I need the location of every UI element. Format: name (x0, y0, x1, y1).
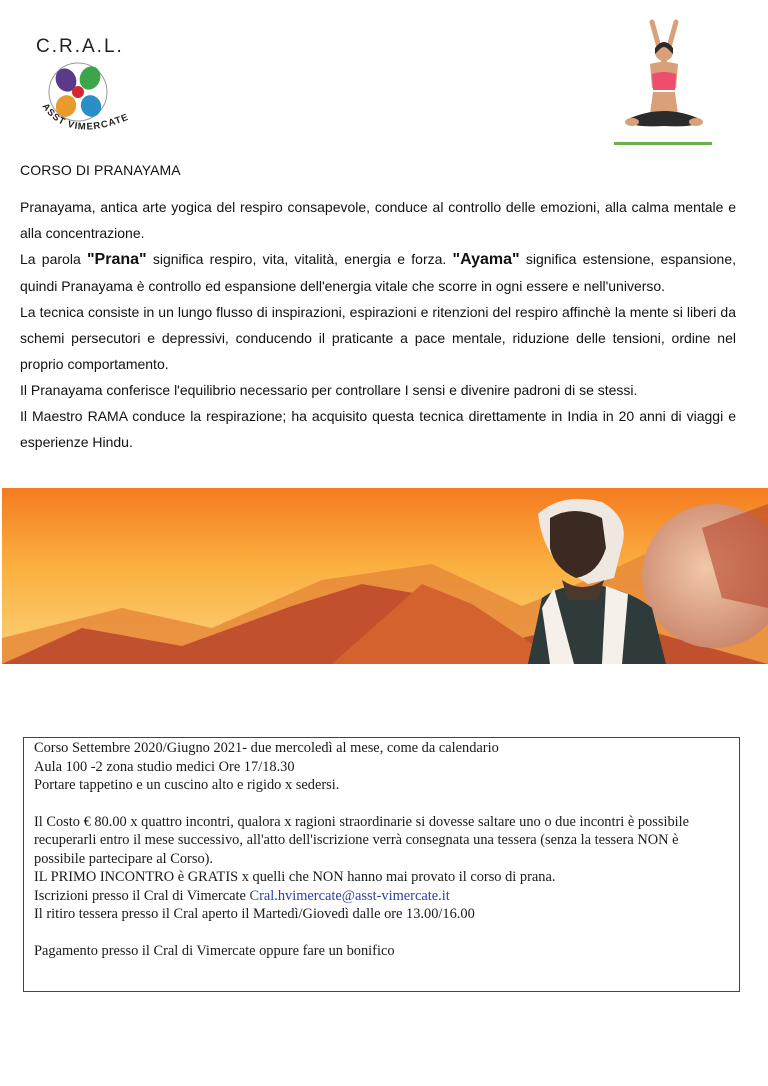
ayama-term: "Ayama" (452, 251, 520, 268)
intro-paragraph-3: La tecnica consiste in un lungo flusso di inspirazioni, espirazioni e ritenzioni del respiro affinchè la mente si liberi da schemi persecutori e depressivi, conducendo il praticante a pace mentale, riduzione delle tensioni, ordine nel proprio comportamento. (20, 304, 736, 372)
info-enroll: Iscrizioni presso il Cral di Vimercate Cral.hvimercate@asst-vimercate.it (34, 887, 450, 904)
yoga-figure-illustration (612, 14, 716, 148)
info-line-bring: Portare tappetino e un cuscino alto e rigido x sedersi. (34, 777, 340, 793)
info-first-free: IL PRIMO INCONTRO è GRATIS x quelli che NON hanno mai provato il corso di prana. (34, 869, 556, 885)
intro-paragraph-1: Pranayama, antica arte yogica del respiro consapevole, conduce al controllo delle emozioni, alla calma mentale e alla concentrazione. (20, 199, 736, 241)
cral-logo (28, 22, 140, 142)
intro-paragraph-5: Il Maestro RAMA conduce la respirazione; ha acquisito questa tecnica direttamente in India in 20 anni di viaggi e esperienze Hindu. (20, 408, 736, 450)
info-cost: Il Costo € 80.00 x quattro incontri, qualora x ragioni straordinarie si dovesse saltare uno o due incontri è possibile recuperarli entro il mese successivo, all'atto dell'iscrizione verrà consegnata una tessera (senza la tessera NON è possibile partecipare al Corso). (34, 813, 690, 867)
info-pickup: Il ritiro tessera presso il Cral aperto il Martedì/Giovedì dalle ore 13.00/16.00 (34, 906, 475, 922)
intro-text (20, 194, 736, 455)
intro-paragraph-2: La parola "Prana" significa respiro, vita, vitalità, energia e forza. "Ayama" significa estensione, espansione, quindi Pranayama è controllo ed espansione dell'energia vitale che scorre in ogni essere e nell'universo. (20, 251, 736, 294)
page-title: CORSO DI PRANAYAMA (20, 162, 181, 178)
email-link[interactable]: Cral.hvimercate@asst-vimercate.it (249, 887, 450, 904)
logo-top-text: C.R.A.L. (36, 36, 124, 57)
logo-bottom-text: ASST VIMERCATE (39, 101, 131, 133)
course-info-box (23, 737, 740, 992)
info-line-dates: Corso Settembre 2020/Giugno 2021- due mercoledì al mese, come da calendario (34, 740, 499, 756)
prana-term: "Prana" (86, 251, 147, 268)
sunset-master-banner (2, 488, 768, 664)
intro-paragraph-4: Il Pranayama conferisce l'equilibrio necessario per controllare I sensi e divenire padroni di se stessi. (20, 382, 638, 398)
info-payment: Pagamento presso il Cral di Vimercate oppure fare un bonifico (34, 942, 395, 959)
info-line-room: Aula 100 -2 zona studio medici Ore 17/18.30 (34, 758, 295, 775)
